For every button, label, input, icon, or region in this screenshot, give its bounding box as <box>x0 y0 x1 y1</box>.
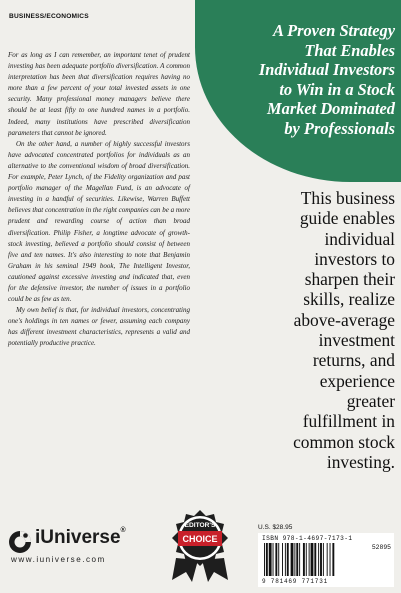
editors-choice-badge <box>168 508 232 582</box>
pitch-line: investment <box>318 330 395 351</box>
barcode <box>258 533 394 587</box>
barcode-bars <box>260 543 360 578</box>
barcode-bar <box>282 543 283 576</box>
pitch-line: above-average <box>293 309 395 330</box>
description-paragraph: On the other hand, a number of highly successful investors have advocated concentrated portfolios for individuals as an alternative to the conventional wisdom of broad diversification. For example, Peter Lynch, of the Fidelity organization and past portfolio manager of the Magellan Fund, is an advocate of investing in a handful of securities. Likewise, Warren Buffett believes that concentration in the right companies can be a more prudent and rewarding course of action than broad diversification. Philip Fisher, a longtime advocate of growth-stock investing, believed a portfolio should consist of between five and ten names. It's also interesting to note that Benjamin Graham in his seminal 1949 book, The Intelligent Investor, cautioned against excessive investing and indicated that, even for the defensive investor, the number of issues in a portfolio could be as few as ten. <box>8 139 190 304</box>
description-paragraph: My own belief is that, for individual investors, concentrating one's holdings in ten names or fewer, assuming each company has different investment characteristics, represents a valid and potentially productive practice. <box>8 306 190 348</box>
barcode-bar <box>278 543 279 576</box>
barcode-bar <box>327 543 328 576</box>
barcode-bar <box>330 543 331 576</box>
barcode-bar <box>320 543 322 576</box>
barcode-bar <box>296 543 298 576</box>
headline-line: Market Dominated <box>267 99 395 119</box>
barcode-bar <box>303 543 305 576</box>
barcode-bar <box>332 543 334 576</box>
barcode-bar <box>318 543 319 576</box>
pitch-line: fulfillment in <box>302 411 395 432</box>
pitch-line: common stock <box>293 431 395 452</box>
pitch <box>200 188 395 472</box>
category-label: BUSINESS/ECONOMICS <box>9 13 89 20</box>
pitch-line: greater <box>346 390 395 411</box>
barcode-bar <box>287 543 289 576</box>
pitch-line: This business <box>300 188 395 208</box>
publisher-url: www.iuniverse.com <box>11 555 106 564</box>
barcode-bar <box>309 543 310 576</box>
trademark-symbol: ® <box>120 527 126 534</box>
pitch-line: skills, realize <box>303 289 395 310</box>
barcode-bar <box>294 543 295 576</box>
price: U.S. $28.95 <box>258 524 293 531</box>
headline-line: by Professionals <box>284 118 395 138</box>
barcode-bar <box>299 543 300 576</box>
pitch-line: sharpen their <box>304 269 395 290</box>
barcode-bar <box>266 543 268 576</box>
pitch-line: investors to <box>314 248 395 269</box>
headline-line: A Proven Strategy <box>272 21 395 40</box>
barcode-bar <box>264 543 265 576</box>
publisher-name-text: iUniverse <box>35 527 121 548</box>
barcode-digits: 9 781469 771731 <box>262 578 329 585</box>
pitch-line: guide enables <box>299 208 395 229</box>
headline-line: to Win in a Stock <box>279 79 395 99</box>
badge-line2: CHOICE <box>182 534 218 544</box>
barcode-bar <box>285 543 286 576</box>
pitch-line: experience <box>319 370 395 391</box>
publisher-name <box>35 527 126 549</box>
barcode-bar <box>269 543 272 576</box>
description-paragraph: For as long as I can remember, an important tenet of prudent investing has been adequate portfolio diversification. A common interpretation has been that diversification requires having no more than a few percent of your total invested assets in one security. Many professional money managers believe there should be at least fifty to one hundred names in a portfolio. Indeed, many institutions have prescribed diversification parameters that cannot be ignored. <box>8 51 190 137</box>
barcode-bar <box>273 543 274 576</box>
badge-line1: EDITOR'S <box>184 522 216 529</box>
headline-line: That Enables <box>304 40 395 60</box>
iuniverse-logo-icon <box>8 530 32 554</box>
pitch-line: individual <box>324 228 395 249</box>
barcode-bar <box>311 543 314 576</box>
barcode-bar <box>323 543 324 576</box>
pitch-line: returns, and <box>312 350 395 371</box>
pitch-line: investing. <box>326 451 395 472</box>
barcode-bar <box>306 543 307 576</box>
barcode-bar <box>314 543 316 576</box>
headline <box>205 21 395 139</box>
isbn: ISBN 978-1-4697-7173-1 <box>262 535 353 542</box>
barcode-bar <box>291 543 294 576</box>
description <box>8 50 190 350</box>
barcode-bar <box>275 543 277 576</box>
headline-line: Individual Investors <box>258 60 395 80</box>
price-code: 52895 <box>371 544 391 551</box>
